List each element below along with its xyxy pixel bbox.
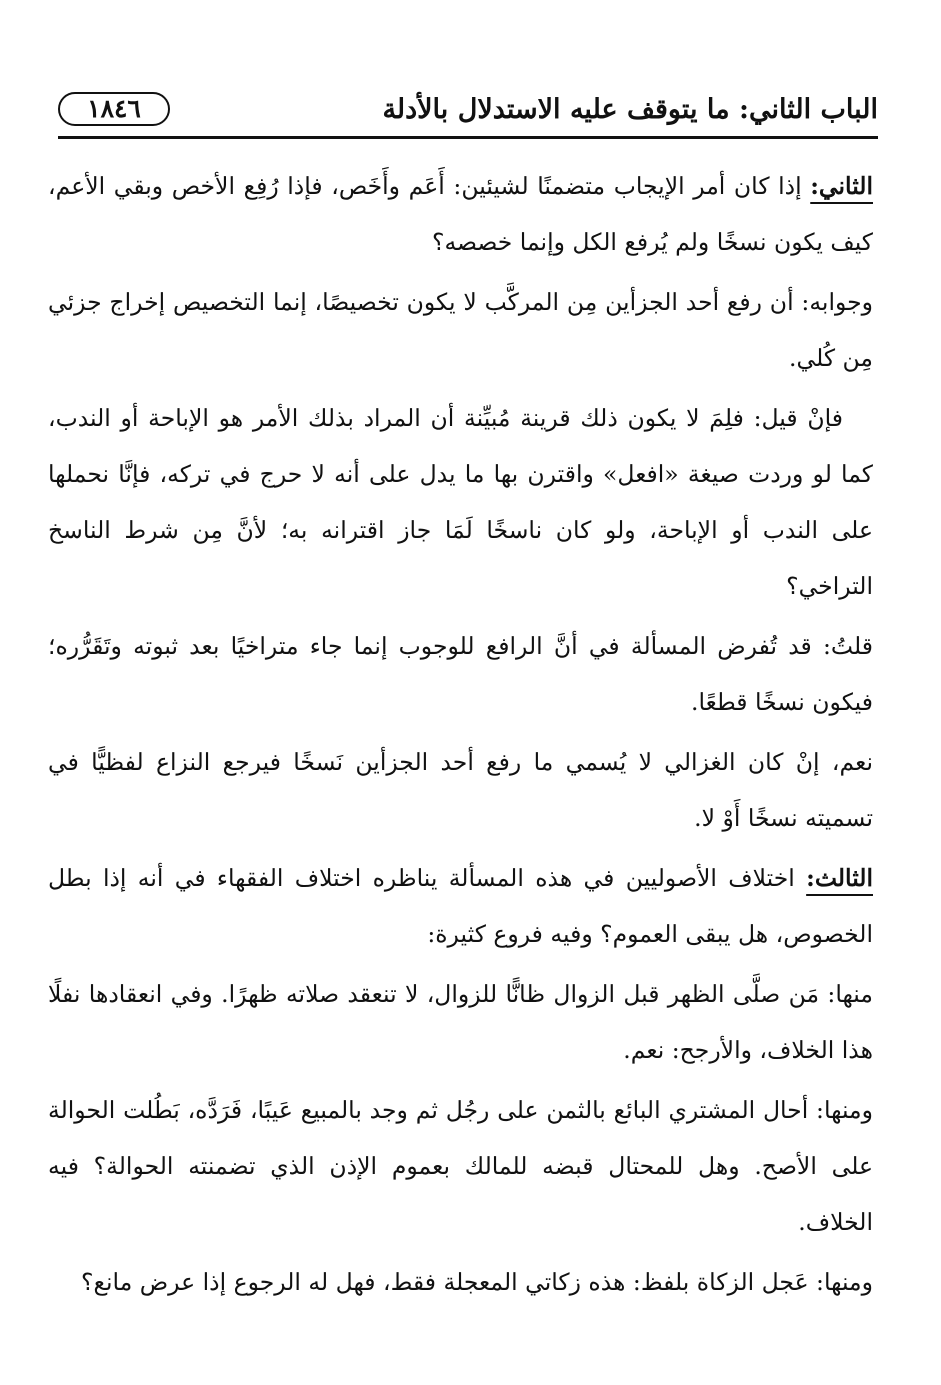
paragraph-third (48, 850, 873, 962)
page-body (48, 158, 873, 1314)
paragraph-text: منها: مَن صلَّى الظهر قبل الزوال ظانًّا للزوال، لا تنعقد صلاته ظهرًا. وفي انعقادها نفلًا هذا الخلاف، والأرجح: نعم. (48, 980, 873, 1064)
paragraph-text: نعم، إنْ كان الغزالي لا يُسمي ما رفع أحد الجزأين نَسخًا فيرجع النزاع لفظيًّا في تسميته نسخًا أَوْ لا. (48, 748, 873, 832)
page-number-badge (58, 92, 170, 126)
paragraph-text: ومنها: أحال المشتري البائع بالثمن على رجُل ثم وجد بالمبيع عَيبًا، فَرَدَّه، بَطُلت الحوالة على الأصح. وهل للمحتال قبضه للمالك بعموم الإذن الذي تضمنته الحوالة؟ فيه الخلاف. (48, 1096, 873, 1236)
paragraph (48, 274, 873, 386)
paragraph-second (48, 158, 873, 270)
paragraph (48, 618, 873, 730)
paragraph-text: اختلاف الأصوليين في هذه المسألة يناظره اختلاف الفقهاء في أنه إذا بطل الخصوص، هل يبقى العموم؟ وفيه فروع كثيرة: (48, 864, 873, 948)
paragraph-text: فإنْ قيل: فلِمَ لا يكون ذلك قرينة مُبيِّنة أن المراد بذلك الأمر هو الإباحة أو الندب، كما لو وردت صيغة «افعل» واقترن بها ما يدل على أنه لا حرج في تركه، فإنَّا نحملها على الندب أو الإباحة، ولو كان ناسخًا لَمَا جاز اقترانه به؛ لأنَّ مِن شرط الناسخ التراخي؟ (48, 404, 873, 600)
header-rule (58, 136, 878, 139)
paragraph-text: وجوابه: أن رفع أحد الجزأين مِن المركَّب لا يكون تخصيصًا، إنما التخصيص إخراج جزئي مِن كُلي. (48, 288, 873, 372)
paragraph (48, 966, 873, 1078)
paragraph-text: ومنها: عَجل الزكاة بلفظ: هذه زكاتي المعجلة فقط، فهل له الرجوع إذا عرض مانع؟ (81, 1268, 873, 1296)
page-title: الباب الثاني: ما يتوقف عليه الاستدلال بالأدلة (382, 94, 878, 125)
paragraph-text: قلتُ: قد تُفرض المسألة في أنَّ الرافع للوجوب إنما جاء متراخيًا بعد ثبوته وتَقَرُّره؛ فيكون نسخًا قطعًا. (48, 632, 873, 716)
paragraph-lead: الثالث: (806, 864, 873, 892)
page-number: ١٨٤٦ (87, 94, 141, 123)
paragraph-lead: الثاني: (810, 172, 873, 200)
paragraph (48, 734, 873, 846)
paragraph (48, 1254, 873, 1310)
page-header (58, 88, 878, 134)
paragraph (48, 390, 873, 614)
paragraph-text: إذا كان أمر الإيجاب متضمنًا لشيئين: أَعَم وأَخَص، فإذا رُفِع الأخص وبقي الأعم، كيف يكون نسخًا ولم يُرفع الكل وإنما خصصه؟ (48, 172, 873, 256)
paragraph (48, 1082, 873, 1250)
